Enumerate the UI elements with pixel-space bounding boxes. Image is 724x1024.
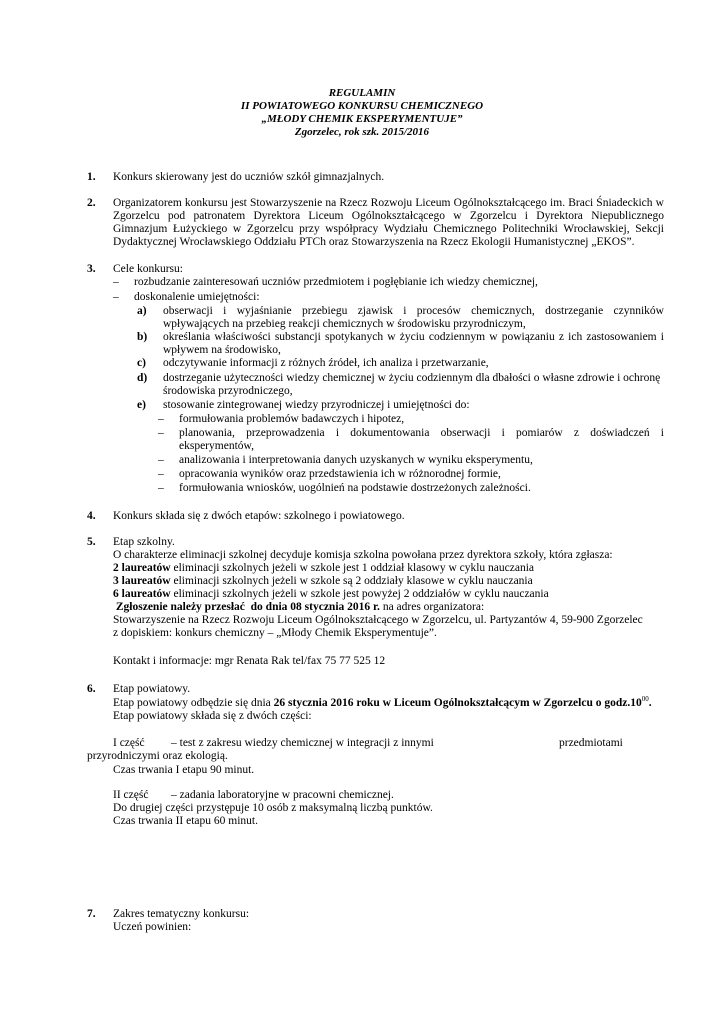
skill-item-cont: wpływających na przebieg reakcji chemicznych w środowisku przyrodniczym, xyxy=(163,318,526,330)
doc-subtitle: II POWIATOWEGO KONKURSU CHEMICZNEGO xyxy=(240,100,484,112)
laureate-rule-text: eliminacji szkolnych jeżeli w szkole jest powyżej 2 oddziałów w cyklu nauczania xyxy=(170,588,549,600)
laureate-count: 3 laureatów xyxy=(113,575,171,587)
dash-bullet: – xyxy=(113,291,119,303)
skill-item: stosowanie zintegrowanej wiedzy przyrodniczej i umiejętności do: xyxy=(163,399,470,411)
organizer-address: Stowarzyszenie na Rzecz Rozwoju Liceum Ogólnokształcącego w Zgorzelcu, ul. Partyzantów 4, 59-900 Zgorzelec xyxy=(113,614,643,626)
final-date: 26 stycznia 2016 roku w Liceum Ogólnokształcącym w Zgorzelcu o godz.10 xyxy=(273,697,642,709)
laureate-count: 6 laureatów xyxy=(113,588,171,600)
part-2-qualification: Do drugiej części przystępuje 10 osób z maksymalną liczbą punktów. xyxy=(113,802,433,814)
skill-item: obserwacji i wyjaśnianie przebiegu zjawisk i procesów chemicznych, dostrzeganie czynników xyxy=(163,305,664,317)
section-1-text: Konkurs skierowany jest do uczniów szkół gimnazjalnych. xyxy=(113,171,385,183)
dash-bullet: – xyxy=(158,468,164,480)
section-7-title: Zakres tematyczny konkursu: xyxy=(113,908,250,920)
laureate-rule-text: eliminacji szkolnych jeżeli w szkole jest 1 oddział klasowy w cyklu nauczania xyxy=(170,562,535,574)
laureate-rule xyxy=(113,575,533,588)
part-2-duration: Czas trwania II etapu 60 minut. xyxy=(113,815,258,827)
laureate-rule-text: eliminacji szkolnych jeżeli w szkole są 2 oddziały klasowe w cyklu nauczania xyxy=(170,575,533,587)
part-1-text-right: przedmiotami xyxy=(559,737,623,749)
envelope-note: z dopiskiem: konkurs chemiczny – „Młody Chemik Eksperymentuje”. xyxy=(113,627,437,639)
section-7-number: 7. xyxy=(87,908,96,920)
sub-skill: analizowania i interpretowania danych uzyskanych w wyniku eksperymentu, xyxy=(179,454,533,466)
goal-item: doskonalenie umiejętności: xyxy=(134,291,260,303)
laureate-rule xyxy=(113,588,549,601)
letter-e: e) xyxy=(137,399,146,411)
final-date-pre: Etap powiatowy odbędzie się dnia xyxy=(113,697,274,709)
deadline-text: na adres organizatora: xyxy=(379,601,485,613)
section-5-title: Etap szkolny. xyxy=(113,536,175,548)
part-1-text-cont: przyrodniczymi oraz ekologią. xyxy=(87,750,228,762)
section-1-number: 1. xyxy=(87,171,96,183)
letter-b: b) xyxy=(137,331,148,343)
skill-item-cont: wpływem na środowisko, xyxy=(163,344,281,356)
dash-bullet: – xyxy=(158,454,164,466)
dash-bullet: – xyxy=(158,427,164,439)
section-7-line: Uczeń powinien: xyxy=(113,921,192,933)
section-6-number: 6. xyxy=(87,683,96,695)
section-5-line: O charakterze eliminacji szkolnej decyduje komisja szkolna powołana przez dyrektora szkoły, która zgłasza: xyxy=(113,549,613,561)
section-2-line: Organizatorem konkursu jest Stowarzyszenie na Rzecz Rozwoju Liceum Ogólnokształcącego im. Braci Śniadeckich w xyxy=(113,197,664,209)
contact-info: Kontakt i informacje: mgr Renata Rak tel/fax 75 77 525 12 xyxy=(113,655,386,667)
sub-skill: planowania, przeprowadzenia i dokumentowania obserwacji i pomiarów z doświadczeń i xyxy=(179,427,664,439)
part-2-label: II część xyxy=(113,789,149,801)
section-2-line: Gimnazjum Łużyckiego w Zgorzelcu przy współpracy Wydziału Chemicznego Politechniki Wrocławskiej, Sekcji xyxy=(113,223,664,235)
doc-title: REGULAMIN xyxy=(328,87,396,99)
skill-item: odczytywanie informacji z różnych źródeł, ich analiza i przetwarzanie, xyxy=(163,357,489,369)
section-6-title: Etap powiatowy. xyxy=(113,683,191,695)
part-1-text: – test z zakresu wiedzy chemicznej w integracji z innymi xyxy=(171,737,434,749)
place-year: Zgorzelec, rok szk. 2015/2016 xyxy=(294,126,430,138)
dash-bullet: – xyxy=(158,413,164,425)
sub-skill-cont: eksperymentów, xyxy=(179,440,254,452)
skill-item-cont: środowiska przyrodniczego, xyxy=(163,385,293,397)
section-3-number: 3. xyxy=(87,263,96,275)
section-3-intro: Cele konkursu: xyxy=(113,263,183,275)
goal-item: rozbudzanie zainteresowań uczniów przedmiotem i pogłębianie ich wiedzy chemicznej, xyxy=(134,276,538,288)
sub-skill: opracowania wyników oraz przedstawienia ich w różnorodnej formie, xyxy=(179,468,501,480)
contest-name: „MŁODY CHEMIK EKSPERYMENTUJE” xyxy=(261,113,463,125)
final-date-end: . xyxy=(648,697,652,709)
skill-item: określania właściwości substancji spotykanych w życiu codziennym w powiązaniu z ich zastosowaniem i xyxy=(163,331,664,343)
laureate-count: 2 laureatów xyxy=(113,562,171,574)
section-2-line: Zgorzelcu pod patronatem Dyrektora Liceum Ogólnokształcącego w Zgorzelcu i Dyrektora Niepublicznego xyxy=(113,210,664,222)
skill-item: dostrzeganie użyteczności wiedzy chemicznej w życiu codziennym dla dbałości o własne zdrowie i ochronę xyxy=(163,372,661,384)
section-5-number: 5. xyxy=(87,536,96,548)
section-4-text: Konkurs składa się z dwóch etapów: szkolnego i powiatowego. xyxy=(113,510,405,522)
dash-bullet: – xyxy=(113,276,119,288)
dash-bullet: – xyxy=(158,482,164,494)
deadline: Zgłoszenie należy przesłać do dnia 08 stycznia 2016 r. xyxy=(113,601,380,613)
letter-d: d) xyxy=(137,372,148,384)
final-time-minutes: 00 xyxy=(641,695,649,703)
sub-skill: formułowania problemów badawczych i hipotez, xyxy=(179,413,405,425)
section-2-number: 2. xyxy=(87,197,96,209)
laureate-rule xyxy=(113,562,534,575)
section-6-line: Etap powiatowy składa się z dwóch części: xyxy=(113,710,312,722)
section-4-number: 4. xyxy=(87,510,96,522)
part-1-duration: Czas trwania I etapu 90 minut. xyxy=(113,764,255,776)
final-date-line xyxy=(113,697,652,710)
section-2-line: Dydaktycznej Wrocławskiego Oddziału PTCh oraz Stowarzyszenia na Rzecz Ekologii Humanistycznej „EKOS”. xyxy=(113,236,635,248)
part-1-label: I część xyxy=(113,737,145,749)
deadline-line xyxy=(113,601,484,614)
sub-skill: formułowania wniosków, uogólnień na podstawie dostrzeżonych zależności. xyxy=(179,482,531,494)
letter-c: c) xyxy=(137,357,146,369)
letter-a: a) xyxy=(137,305,147,317)
part-2-text: – zadania laboratoryjne w pracowni chemicznej. xyxy=(171,789,394,801)
